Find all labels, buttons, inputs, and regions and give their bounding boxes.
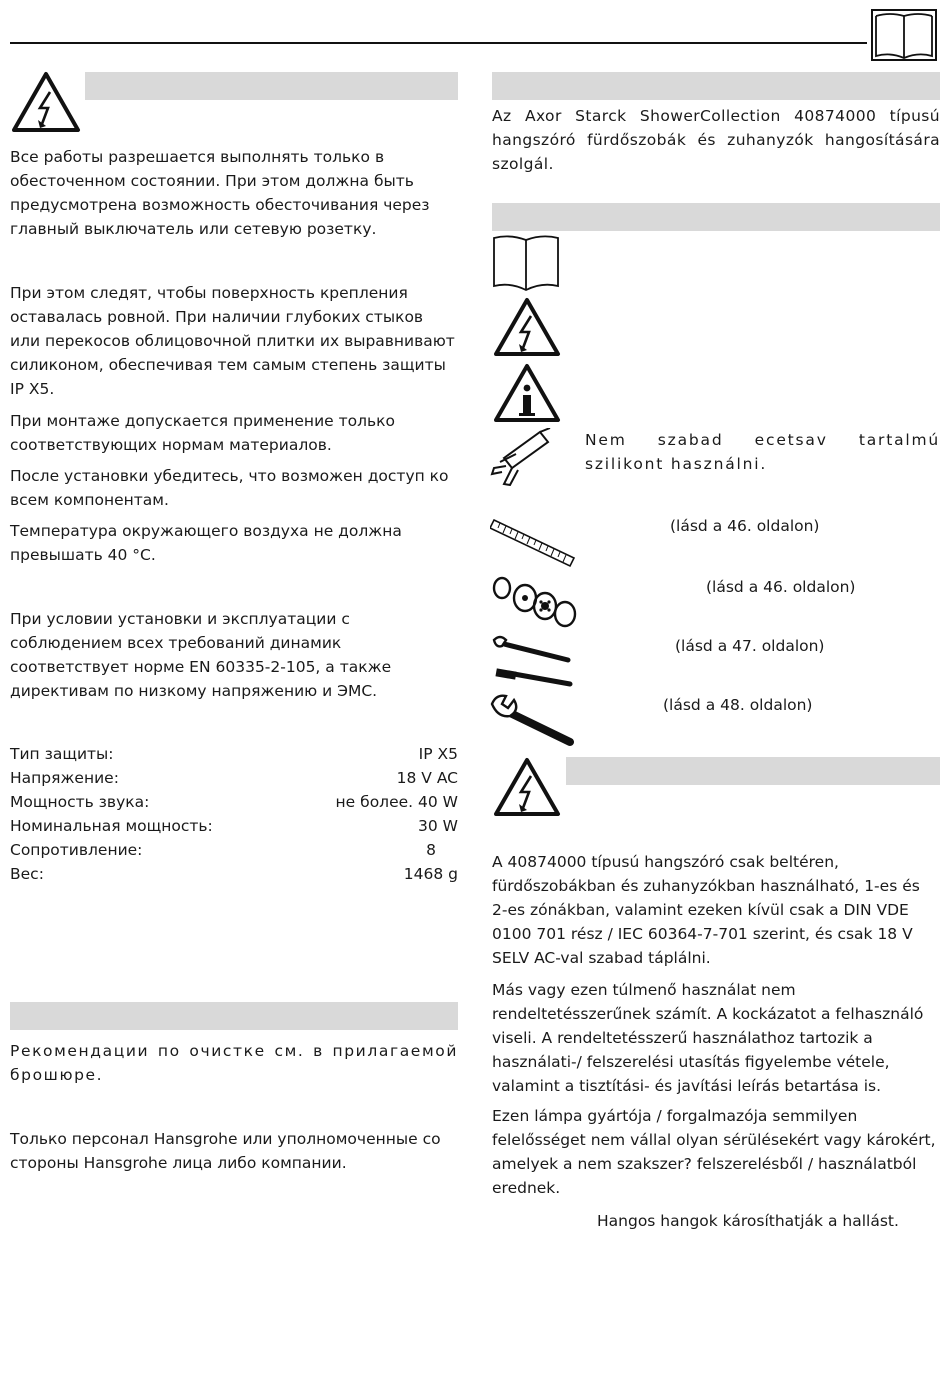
spec-value: 1468 g [403,865,458,883]
connector-parts-icon [490,572,582,630]
warning-icon [10,70,82,134]
spec-row [10,742,458,766]
usage-text-3: Ezen lámpa gyártója / forgalmazója semmilyen felelősséget nem vállal olyan sérülésekért vagy károkért, amelyek a nem szakszer? felszerelésből / használatból erednek. [492,1107,936,1197]
spec-row [10,862,458,886]
spec-label: Вес: [10,865,44,883]
spec-row [10,814,458,838]
silicone-gun-icon [490,428,556,486]
section-bar-usage [566,757,940,785]
section-bar-safety [85,72,458,100]
wrench-screwdriver-icon [490,634,576,690]
spec-row [10,790,458,814]
spec-label: Мощность звука: [10,793,150,811]
open-book-icon [492,234,560,292]
safety-text-5: Температура окружающего воздуха не должна превышать 40 °C. [10,522,402,564]
section-bar-cleaning [10,1002,458,1030]
spec-value: 30 W [418,817,458,835]
spec-row [10,838,458,862]
safety-text-4: После установки убедитесь, что возможен доступ ко всем компонентам. [10,467,449,509]
usage-text-2: Más vagy ezen túlmenő használat nem rendeltetésszerűnek számít. A kockázatot a felhasználó viseli. A rendeltetésszerű használathoz tartozik a használati-/ felszerelési utasítás figyelembe vétele, valamint a tisztítási- és javítási leírás betartása is. [492,981,924,1095]
safety-text-6: При условии установки и эксплуатации с соблюдением всех требований динамик соответствует норме EN 60335-2-105, а также директивам по низкому напряжению и ЭМС. [10,610,392,700]
spec-value: 8 [426,841,436,859]
header-rule [10,42,867,44]
page-ref-3: (lásd a 47. oldalon) [675,637,825,655]
electric-warning-icon [492,756,562,818]
intro-text: Az Axor Starck ShowerCollection 40874000 típusú hangszóró fürdőszobák és zuhanyzók hangosítására szolgál. [492,107,940,173]
silicone-note: Nem szabad ecetsav tartalmú szilikont használni. [585,431,940,473]
spec-row [10,766,458,790]
ruler-icon [490,512,578,570]
section-bar-notes [492,203,940,231]
page-ref-1: (lásd a 46. oldalon) [670,517,820,535]
open-book-icon [870,8,938,62]
spec-value: не более. 40 W [335,793,458,811]
spec-value: IP X5 [418,745,458,763]
spec-label: Тип защиты: [10,745,114,763]
wrench-icon [490,692,576,748]
hearing-warning: Hangos hangok károsíthatják a hallást. [597,1212,899,1230]
page-ref-4: (lásd a 48. oldalon) [663,696,813,714]
cleaning-text: Рекомендации по очистке см. в прилагаемой брошюре. [10,1042,458,1084]
page-ref-2: (lásd a 46. oldalon) [706,578,856,596]
spec-value: 18 V AC [396,769,458,787]
info-triangle-icon [492,362,562,424]
spec-label: Номинальная мощность: [10,817,213,835]
safety-text-2: При этом следят, чтобы поверхность крепления оставалась ровной. При наличии глубоких стыков или перекосов облицовочной плитки их выравнивают силиконом, обеспечивая тем самым степень защиты IP X5. [10,284,455,398]
electric-warning-icon [492,296,562,358]
spec-label: Напряжение: [10,769,119,787]
service-text: Только персонал Hansgrohe или уполномоченные со стороны Hansgrohe лица либо компании. [10,1130,441,1172]
safety-text-1: Все работы разрешается выполнять только в обесточенном состоянии. При этом должна быть предусмотрена возможность обесточивания через главный выключатель или сетевую розетку. [10,148,430,238]
safety-text-3: При монтаже допускается применение только соответствующих нормам материалов. [10,412,396,454]
usage-text-1: A 40874000 típusú hangszóró csak beltéren, fürdőszobákban és zuhanyzókban használható, 1-es és 2-es zónákban, valamint ezeken kívül csak a DIN VDE 0100 701 rész / IEC 60364-7-701 szerint, és csak 18 V SELV AC-val szabad táplálni. [492,853,920,967]
section-bar-intro [492,72,940,100]
spec-label: Сопротивление: [10,841,143,859]
